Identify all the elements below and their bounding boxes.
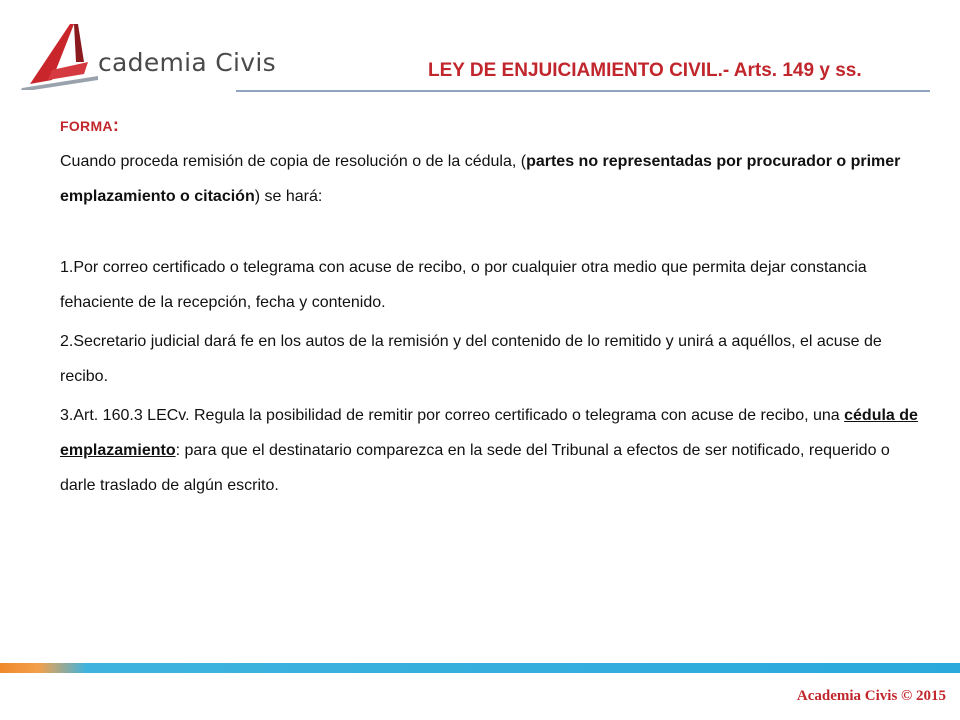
- footer-copyright: Academia Civis © 2015: [796, 688, 946, 704]
- list-item-3-end: : para que el destinatario comparezca en la sede del Tribunal a efectos de ser notificado, requerido o darle traslado de algún escrito.: [60, 442, 890, 494]
- slide-title: LEY DE ENJUICIAMIENTO CIVIL.- Arts. 149 y ss.: [428, 60, 862, 81]
- list-item-3-start: 3.Art. 160.3 LECv. Regula la posibilidad de remitir por correo certificado o telegrama con acuse de recibo, una: [60, 407, 845, 424]
- intro-paragraph: [60, 144, 920, 214]
- section-label-text: FORMA: [60, 118, 113, 134]
- list-item-3: [60, 398, 920, 503]
- logo-a-mark-icon: [18, 18, 102, 90]
- title-divider: [236, 90, 930, 92]
- list-item-3-underlined: cédula de emplazamiento: [60, 407, 918, 459]
- section-label: [60, 108, 920, 144]
- paragraph-gap: [60, 214, 920, 250]
- intro-text-end: ) se hará:: [254, 188, 323, 205]
- list-item-2: 2.Secretario judicial dará fe en los autos de la remisión y del contenido de lo remitido y unirá a aquéllos, el acuse de recibo.: [60, 333, 882, 385]
- slide-body: [60, 108, 920, 507]
- intro-text-start: Cuando proceda remisión de copia de resolución o de la cédula, (: [60, 153, 527, 170]
- logo-text: cademia Civis: [98, 48, 276, 77]
- list-item-1: 1.Por correo certificado o telegrama con acuse de recibo, o por cualquier otra medio que permita dejar constancia fehaciente de la recepción, fecha y contenido.: [60, 259, 867, 311]
- section-label-colon: :: [112, 115, 120, 135]
- academia-civis-logo: [18, 18, 276, 90]
- intro-text-bold: partes no representadas por procurador o primer emplazamiento o citación: [60, 153, 901, 205]
- footer-bar: [0, 663, 960, 673]
